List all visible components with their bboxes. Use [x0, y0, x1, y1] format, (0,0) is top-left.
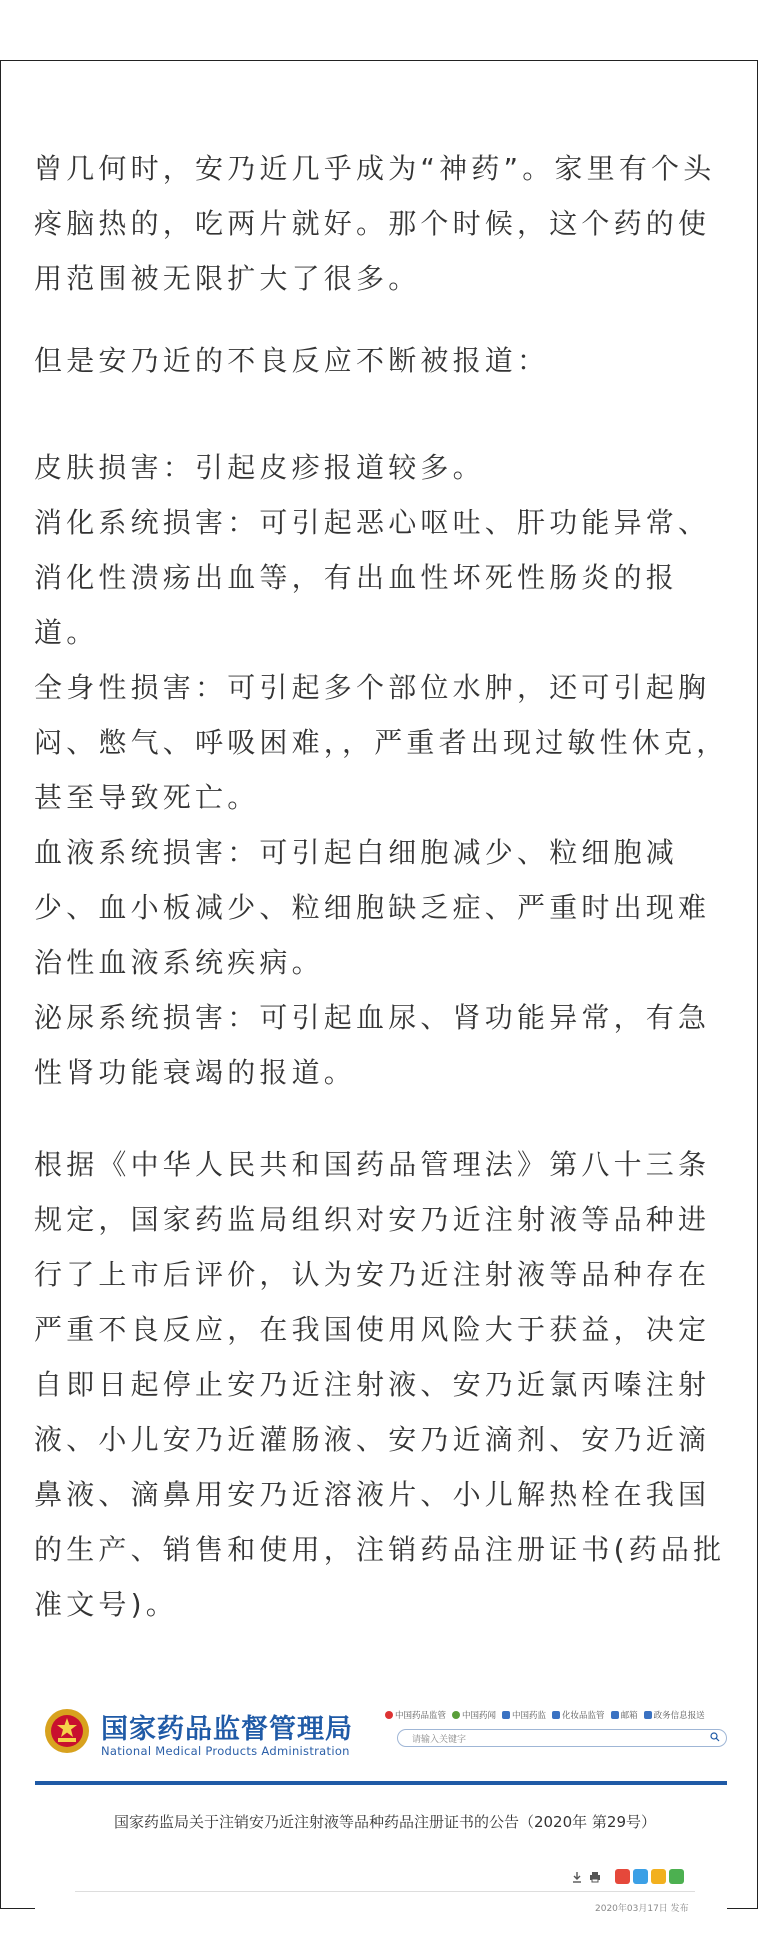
notice-title: 国家药监局关于注销安乃近注射液等品种药品注册证书的公告（2020年 第29号） — [113, 1813, 657, 1831]
top-link-drug-admin[interactable]: 中国药监 — [502, 1709, 546, 1721]
reaction-skin: 皮肤损害：引起皮疹报道较多。 — [34, 451, 485, 484]
header-divider — [35, 1781, 727, 1785]
top-link-info-report[interactable]: 政务信息报送 — [644, 1709, 705, 1721]
national-emblem-icon — [43, 1707, 91, 1755]
reaction-systemic: 全身性损害：可引起多个部位水肿，还可引起胸闷、憋气、呼吸困难，，严重者出现过敏性休克，甚至导致死亡。 — [34, 671, 729, 814]
wechat-icon — [452, 1711, 460, 1719]
top-link-mail[interactable]: 邮箱 — [611, 1709, 638, 1721]
site-logo-chinese: 国家药品监督管理局 — [101, 1714, 353, 1745]
reaction-digestive: 消化系统损害：可引起恶心呕吐、肝功能异常、消化性溃疡出血等，有出血性坏死性肠炎的报道。 — [34, 506, 711, 649]
share-wechat-icon[interactable] — [669, 1869, 684, 1884]
top-links — [385, 1709, 727, 1721]
share-qq-icon[interactable] — [633, 1869, 648, 1884]
mobile-icon — [502, 1711, 510, 1719]
share-weibo-icon[interactable] — [615, 1869, 630, 1884]
publish-date: 2020年03月17日 发布 — [595, 1904, 689, 1914]
search-placeholder: 请输入关键字 — [412, 1735, 467, 1745]
weibo-icon — [385, 1711, 393, 1719]
article-paragraph-intro: 曾几何时，安乃近几乎成为“神药”。家里有个头疼脑热的，吃两片就好。那个时候，这个药的使用范围被无限扩大了很多。 — [34, 152, 716, 295]
reaction-blood: 血液系统损害：可引起白细胞减少、粒细胞减少、血小板减少、粒细胞缺乏症、严重时出现难治性血液系统疾病。 — [34, 836, 711, 979]
top-link-cosmetics[interactable]: 化妆品监管 — [552, 1709, 605, 1721]
site-logo-english: National Medical Products Administration — [101, 1744, 350, 1758]
content-frame — [0, 60, 758, 1914]
share-buttons — [615, 1869, 684, 1884]
share-qzone-icon[interactable] — [651, 1869, 666, 1884]
nmpa-website-screenshot — [35, 1699, 727, 1939]
download-icon[interactable] — [571, 1871, 583, 1883]
mail-icon — [611, 1711, 619, 1719]
person-icon — [644, 1711, 652, 1719]
article-paragraph-reports: 但是安乃近的不良反应不断被报道： — [34, 344, 550, 377]
print-icon[interactable] — [589, 1871, 601, 1883]
article-paragraph-decision: 根据《中华人民共和国药品管理法》第八十三条规定，国家药监局组织对安乃近注射液等品种进行了上市后评价，认为安乃近注射液等品种存在严重不良反应，在我国使用风险大于获益，决定自即日起停止安乃近注射液、安乃近氯丙嗪注射液、小儿安乃近灌肠液、安乃近滴剂、安乃近滴鼻液、滴鼻用安乃近溶液片、小儿解热栓在我国的生产、销售和使用，注销药品注册证书(药品批准文号)。 — [34, 1148, 726, 1621]
article-body — [34, 141, 734, 1632]
notice-tools — [571, 1869, 684, 1884]
mobile-icon — [552, 1711, 560, 1719]
top-link-drug-news[interactable]: 中国药闻 — [452, 1709, 496, 1721]
reaction-urinary: 泌尿系统损害：可引起血尿、肾功能异常，有急性肾功能衰竭的报道。 — [34, 1001, 711, 1089]
notice-divider — [75, 1891, 695, 1892]
search-icon[interactable] — [710, 1732, 720, 1742]
top-link-drug-supervision[interactable]: 中国药品监管 — [385, 1709, 446, 1721]
search-input[interactable] — [397, 1729, 727, 1747]
